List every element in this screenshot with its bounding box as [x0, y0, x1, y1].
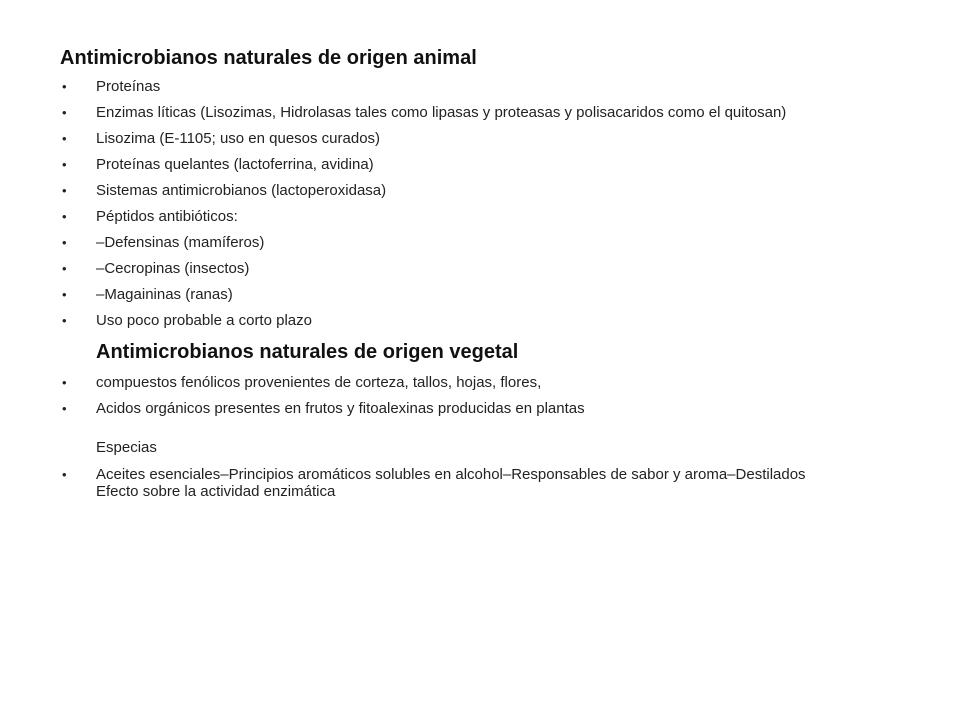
- bullet-icon: •: [62, 261, 67, 276]
- bullet-icon: •: [62, 313, 67, 328]
- heading-animal: Antimicrobianos naturales de origen animal: [60, 47, 477, 69]
- list-item: • –Cecropinas (insectos): [62, 260, 250, 277]
- bullet-icon: •: [62, 183, 67, 198]
- bullet-icon: •: [62, 375, 67, 390]
- list-item: • compuestos fenólicos provenientes de corteza, tallos, hojas, flores,: [62, 374, 542, 391]
- list-item: • Proteínas: [62, 78, 161, 95]
- especias-list: [60, 466, 850, 500]
- list-item: • –Defensinas (mamíferos): [62, 234, 265, 251]
- list-item: • Péptidos antibióticos:: [62, 208, 238, 225]
- list-item: • –Magaininas (ranas): [62, 286, 233, 303]
- list-item: • Aceites esenciales–Principios aromáticos solubles en alcohol–Responsables de sabor y aroma–Destilados Efecto sobre la actividad enzimática: [62, 466, 806, 500]
- bullet-icon: •: [62, 131, 67, 146]
- list-item: • Uso poco probable a corto plazo: [62, 312, 312, 329]
- list-item: • Enzimas líticas (Lisozimas, Hidrolasas tales como lipasas y proteasas y polisacaridos como el quitosan): [62, 104, 787, 121]
- list-item: • Lisozima (E-1105; uso en quesos curados): [62, 130, 381, 147]
- bullet-icon: •: [62, 467, 67, 482]
- vegetal-list: [60, 374, 850, 417]
- list-item: • Proteínas quelantes (lactoferrina, avidina): [62, 156, 374, 173]
- bullet-icon: •: [62, 401, 67, 416]
- bullet-icon: •: [62, 105, 67, 120]
- animal-list: [60, 78, 850, 329]
- heading-vegetal: Antimicrobianos naturales de origen vegetal: [96, 341, 519, 363]
- bullet-icon: •: [62, 79, 67, 94]
- bullet-icon: •: [62, 235, 67, 250]
- bullet-icon: •: [62, 209, 67, 224]
- subheading-especias: Especias: [96, 439, 157, 456]
- list-item: • Acidos orgánicos presentes en frutos y fitoalexinas producidas en plantas: [62, 400, 585, 417]
- list-item: • Sistemas antimicrobianos (lactoperoxidasa): [62, 182, 387, 199]
- bullet-icon: •: [62, 287, 67, 302]
- bullet-icon: •: [62, 157, 67, 172]
